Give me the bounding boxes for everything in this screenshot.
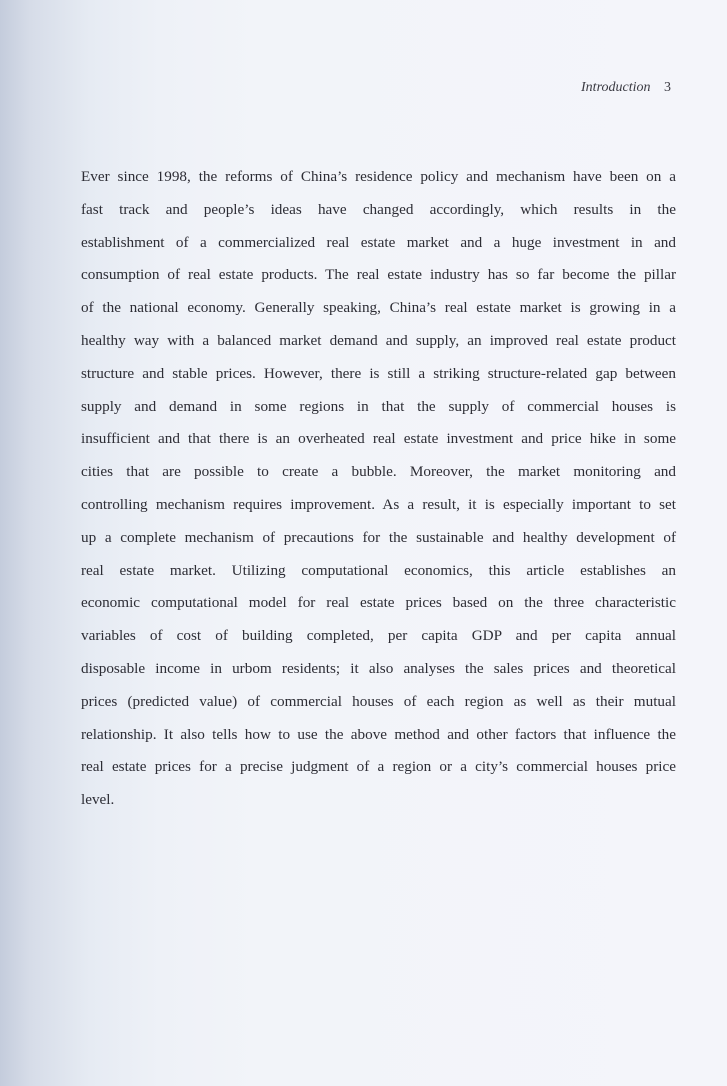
paragraph-line: consumption of real estate products. The real estate industry has so far become the pillar — [81, 266, 676, 284]
paragraph-line: variables of cost of building completed, per capita GDP and per capita annual — [81, 627, 676, 645]
page-number: 3 — [664, 80, 671, 95]
paragraph-line: real estate prices for a precise judgment of a region or a city’s commercial houses price — [81, 758, 676, 776]
paragraph-line: supply and demand in some regions in that the supply of commercial houses is — [81, 397, 676, 415]
paragraph-line: structure and stable prices. However, there is still a striking structure-related gap between — [81, 364, 676, 382]
paragraph-line: disposable income in urbom residents; it also analyses the sales prices and theoretical — [81, 659, 676, 677]
paragraph-line: real estate market. Utilizing computational economics, this article establishes an — [81, 561, 676, 579]
paragraph-line: healthy way with a balanced market demand and supply, an improved real estate product — [81, 331, 676, 349]
paragraph-line: fast track and people’s ideas have changed accordingly, which results in the — [81, 200, 676, 218]
paragraph-line: prices (predicted value) of commercial houses of each region as well as their mutual — [81, 692, 676, 710]
paragraph-line: level. — [81, 791, 115, 809]
body-paragraph — [81, 161, 676, 817]
paragraph-line: Ever since 1998, the reforms of China’s residence policy and mechanism have been on a — [81, 168, 676, 185]
paragraph-line: insufficient and that there is an overheated real estate investment and price hike in some — [81, 430, 676, 448]
paragraph-line: establishment of a commercialized real estate market and a huge investment in and — [81, 233, 676, 251]
section-title: Introduction — [581, 80, 651, 95]
paragraph-line: of the national economy. Generally speaking, China’s real estate market is growing in a — [81, 299, 676, 317]
paragraph-line: controlling mechanism requires improvement. As a result, it is especially important to set — [81, 495, 676, 513]
running-head — [581, 80, 671, 96]
paragraph-line: up a complete mechanism of precautions for the sustainable and healthy development of — [81, 528, 676, 546]
paragraph-line: economic computational model for real estate prices based on the three characteristic — [81, 594, 676, 612]
paragraph-line: relationship. It also tells how to use the above method and other factors that influence the — [81, 725, 676, 743]
paragraph-line: cities that are possible to create a bubble. Moreover, the market monitoring and — [81, 463, 676, 481]
